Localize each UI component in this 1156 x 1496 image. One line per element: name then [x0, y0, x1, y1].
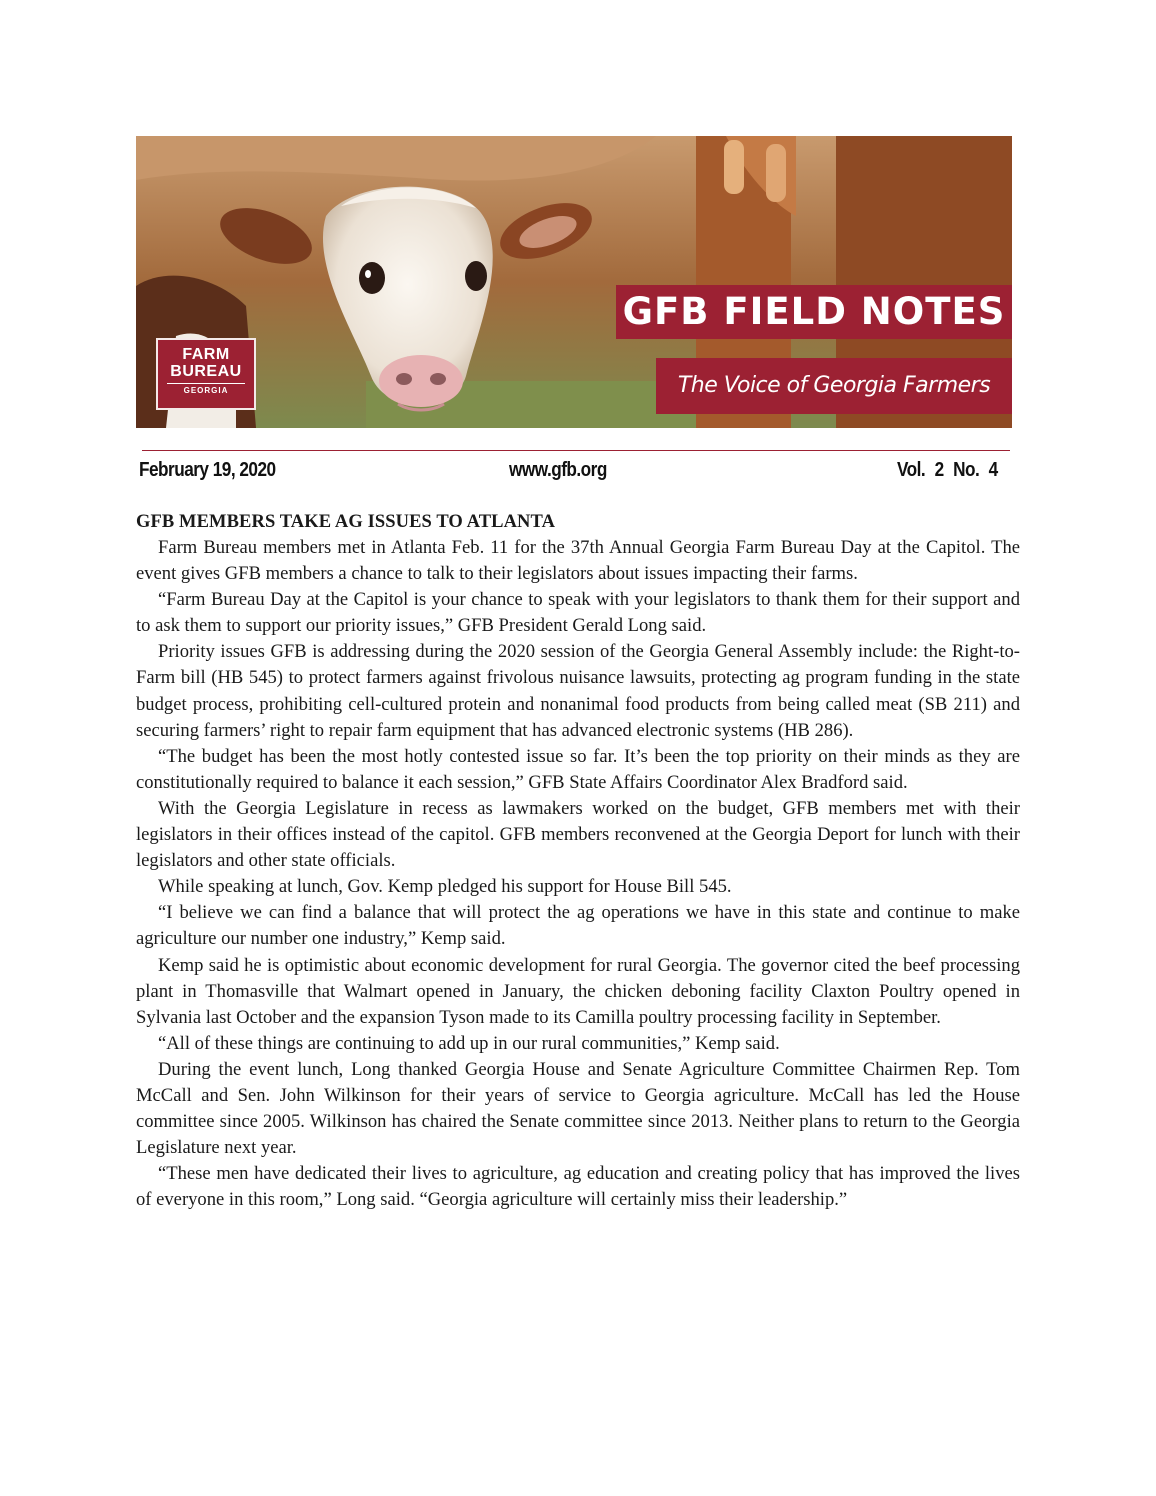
article-paragraph: Priority issues GFB is addressing during the 2020 session of the Georgia General Assembly include: the Right-to-Farm bill (HB 545) to protect farmers against frivolous nuisance lawsuits, protecting ag program funding in the state budget process, prohibiting cell-cultured protein and nonanimal food products from being called meat (SB 211) and securing farmers’ right to repair farm equipment that has advanced electronic systems (HB 286). [136, 641, 1020, 741]
article-headline: GFB MEMBERS TAKE AG ISSUES TO ATLANTA [136, 512, 556, 532]
article-paragraph: “The budget has been the most hotly contested issue so far. It’s been the top priority on their minds as they are constitutionally required to balance it each session,” GFB State Affairs Coordinator Alex Bradford said. [136, 745, 1020, 793]
logo-text-bureau: BUREAU [170, 363, 242, 380]
article-paragraph: Farm Bureau members met in Atlanta Feb. 11 for the 37th Annual Georgia Farm Bureau Day at the Capitol. The event gives GFB members a chance to talk to their legislators about issues impacting their farms. [136, 537, 1020, 585]
issue-volume: Vol. 2 No. 4 [897, 459, 998, 481]
article-paragraph: “I believe we can find a balance that will protect the ag operations we have in this state and continue to make agriculture our number one industry,” Kemp said. [136, 902, 1020, 950]
issue-date: February 19, 2020 [139, 459, 276, 481]
farm-bureau-logo [156, 338, 256, 410]
logo-text-farm: FARM [182, 346, 230, 363]
logo-text-georgia: GEORGIA [183, 386, 229, 395]
article-paragraph: “Farm Bureau Day at the Capitol is your chance to speak with your legislators to thank them for their support and to ask them to support our priority issues,” GFB President Gerald Long said. [136, 589, 1020, 637]
masthead-divider [142, 450, 1010, 451]
article-paragraph: While speaking at lunch, Gov. Kemp pledged his support for House Bill 545. [158, 876, 732, 898]
website-link[interactable]: www.gfb.org [509, 459, 607, 481]
article-paragraph: Kemp said he is optimistic about economic development for rural Georgia. The governor cited the beef processing plant in Thomasville that Walmart opened in January, the chicken deboning facility Claxton Poultry opened in Sylvania last October and the expansion Tyson made to its Camilla poultry processing facility in September. [136, 954, 1020, 1028]
article-paragraph: “These men have dedicated their lives to agriculture, ag education and creating policy that has improved the lives of everyone in this room,” Long said. “Georgia agriculture will certainly miss their leadership.” [136, 1163, 1020, 1211]
article-paragraph: During the event lunch, Long thanked Georgia House and Senate Agriculture Committee Chairmen Rep. Tom McCall and Sen. John Wilkinson for their years of service to Georgia agriculture. McCall has led the House committee since 2005. Wilkinson has chaired the Senate committee since 2013. Neither plans to return to the Georgia Legislature next year. [136, 1058, 1020, 1159]
article [136, 509, 1020, 1213]
newsletter-title: GFB FIELD NOTES [616, 285, 1012, 339]
logo-divider [167, 383, 245, 384]
article-paragraph: With the Georgia Legislature in recess as lawmakers worked on the budget, GFB members met with their legislators in their offices instead of the capitol. GFB members reconvened at the Georgia Deport for lunch with their legislators and other state officials. [136, 797, 1020, 872]
header-banner [136, 136, 1012, 428]
article-paragraph: “All of these things are continuing to add up in our rural communities,” Kemp said. [158, 1032, 780, 1054]
newsletter-tagline: The Voice of Georgia Farmers [656, 358, 1012, 414]
